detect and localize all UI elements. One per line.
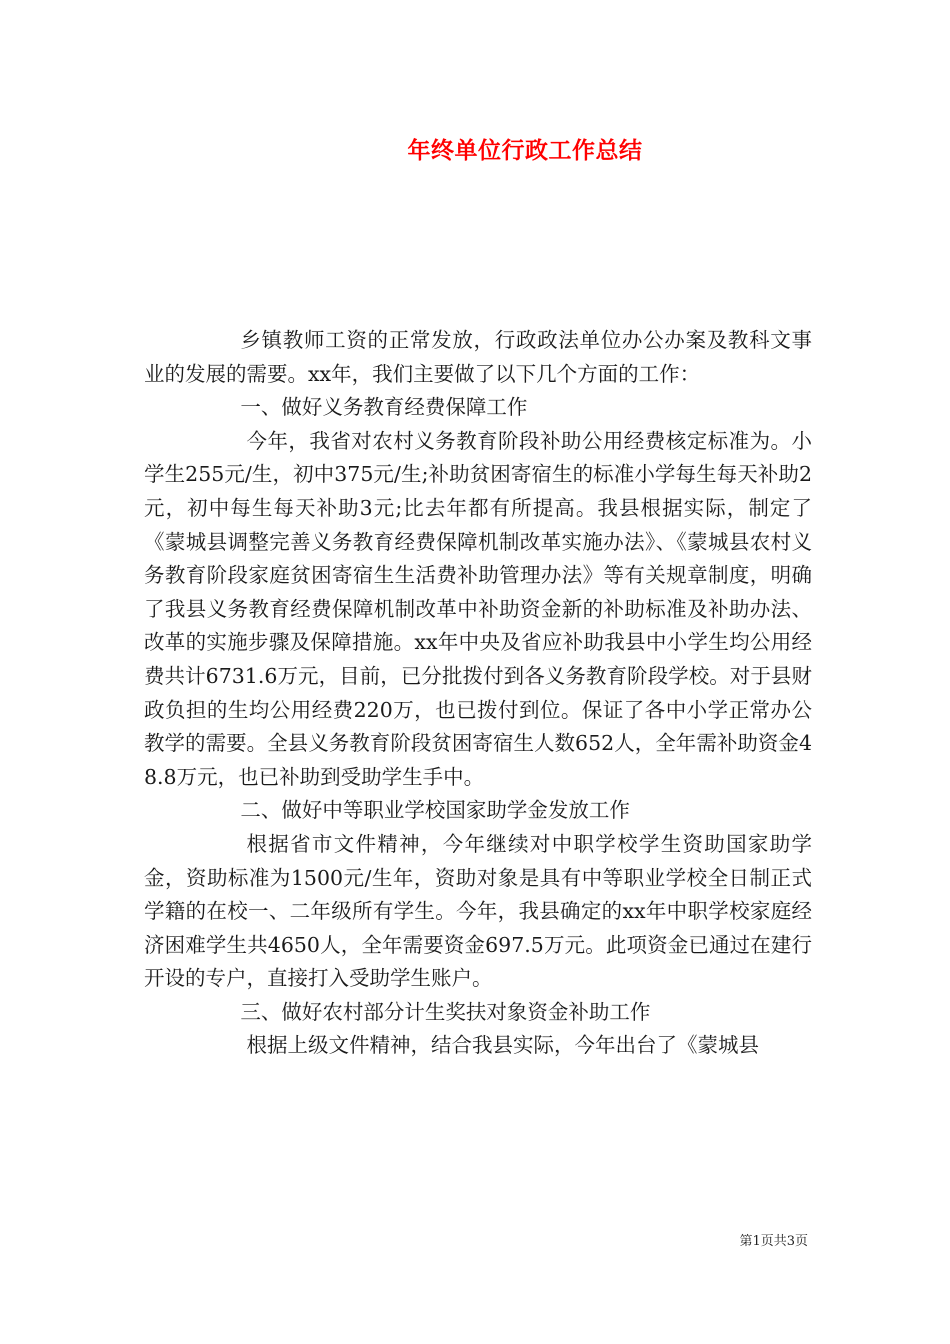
intro-paragraph: 乡镇教师工资的正常发放，行政政法单位办公办案及教科文事业的发展的需要。xx年，我们主要做了以下几个方面的工作：: [144, 328, 812, 386]
document-body: [144, 324, 812, 1063]
section-heading-3: 三、做好农村部分计生奖扶对象资金补助工作: [240, 999, 651, 1024]
section-heading-2: 二、做好中等职业学校国家助学金发放工作: [240, 798, 630, 823]
page-footer: 第1页共3页: [739, 1234, 808, 1249]
document-title: 年终单位行政工作总结: [407, 138, 643, 164]
section-paragraph-1: 今年，我省对农村义务教育阶段补助公用经费核定标准为。小学生255元/生，初中375元/生;补助贫困寄宿生的标准小学每生每天补助2元，初中每生每天补助3元;比去年都有所提高。我县根据实际，制定了《蒙城县调整完善义务教育经费保障机制改革实施办法》、《蒙城县农村义务教育阶段家庭贫困寄宿生生活费补助管理办法》等有关规章制度，明确了我县义务教育经费保障机制改革中补助资金新的补助标准及补助办法、改革的实施步骤及保障措施。xx年中央及省应补助我县中小学生均公用经费共计6731.6万元，目前，已分批拨付到各义务教育阶段学校。对于县财政负担的生均公用经费220万，也已拨付到位。保证了各中小学正常办公教学的需要。全县义务教育阶段贫困寄宿生人数652人，全年需补助资金48.8万元，也已补助到受助学生手中。: [144, 428, 812, 789]
section-paragraph-2: 根据省市文件精神，今年继续对中职学校学生资助国家助学金，资助标准为1500元/生年，资助对象是具有中等职业学校全日制正式学籍的在校一、二年级所有学生。今年，我县确定的xx年中职学校家庭经济困难学生共4650人，全年需要资金697.5万元。此项资金已通过在建行开设的专户，直接打入受助学生账户。: [144, 831, 812, 991]
section-heading-1: 一、做好义务教育经费保障工作: [240, 395, 528, 420]
section-paragraph-3: 根据上级文件精神，结合我县实际，今年出台了《蒙城县: [246, 1033, 759, 1058]
